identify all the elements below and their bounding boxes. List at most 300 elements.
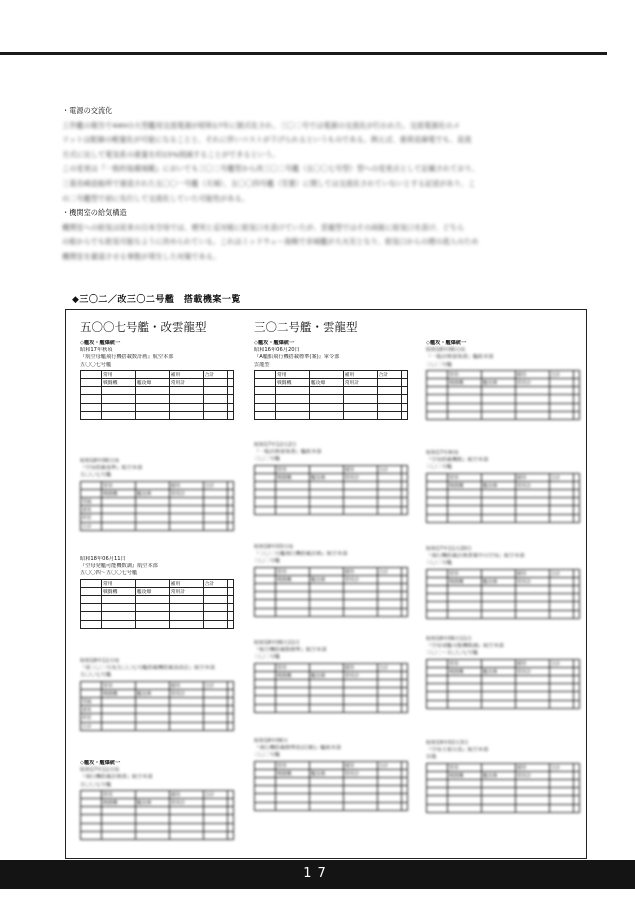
table-cell: 補用 [169,579,203,587]
table-cell [377,671,402,679]
table-cell [549,387,574,395]
table-cell [228,387,234,395]
entry-caption: 『航空機搭載数標準』航空本部 [254,647,327,654]
table-cell: 補用 [169,681,203,689]
table-cell: 合計 [203,790,228,798]
table-cell: 彩雲 [81,514,102,522]
aircraft-table [254,761,408,811]
table-cell [203,387,228,395]
table-cell [169,411,203,419]
table-cell [169,807,203,815]
table-cell [309,794,343,802]
table-cell [228,481,234,489]
table-cell [228,706,234,714]
aircraft-table [426,763,580,813]
aircraft-table [80,579,234,629]
table-cell [481,779,515,787]
table-cell [402,481,408,489]
table-cell [203,799,228,807]
table-cell [574,577,580,585]
table-cell [549,395,574,403]
table-cell [169,497,203,505]
table-cell: 常用 [276,663,310,671]
table-cell: 常用 [102,481,136,489]
table-cell: 艦攻爆 [135,689,169,697]
aircraft-table [254,567,408,617]
table-cell [135,697,169,705]
entry-block [80,556,240,629]
table-cell [203,514,228,522]
table-cell [343,794,377,802]
table-cell [377,387,402,395]
table-cell [574,796,580,804]
text-line: 機関室への給気は従来の日本空母では、煙突と反対舷に給気口を設けていたが、雲龍型ではその両舷に給気口を設け、どちら [62,222,465,232]
table-cell [574,602,580,610]
table-cell [549,700,574,708]
table-cell [276,679,310,687]
table-cell [402,592,408,600]
table-cell: 常用 [102,579,136,587]
table-cell [135,411,169,419]
table-cell [377,600,402,608]
text-line: リットは配線の軽量化が可能になることと、それに伴いコストが下げられるというものである。例えば、重荷直線電でも、直流 [62,135,472,145]
table-cell: 補用 [169,481,203,489]
table-cell [255,777,276,785]
table-cell [448,796,482,804]
table-cell [402,794,408,802]
table-cell [309,802,343,810]
table-cell [427,763,448,771]
table-cell [515,804,549,812]
table-cell: 補用 [343,370,377,378]
table-cell: 戦闘機 [276,575,310,583]
table-cell: 補用 [343,663,377,671]
table-cell [255,411,276,419]
table-cell [255,704,276,712]
table-cell [402,600,408,608]
table-cell [255,688,276,696]
table-cell [515,489,549,497]
table-cell [309,688,343,696]
entry-caption: 昭和17年11月頃 [80,767,120,774]
table-cell [343,608,377,616]
table-cell [135,706,169,714]
table-cell [228,722,234,730]
entry-block [426,546,586,619]
table-cell [81,681,102,689]
table-cell [377,481,402,489]
table-cell [135,681,169,689]
table-cell [255,786,276,794]
table-cell [481,804,515,812]
table-cell: 常用計 [515,771,549,779]
table-cell: 艦攻爆 [309,575,343,583]
table-cell [448,692,482,700]
table-cell [169,595,203,603]
table-cell [481,675,515,683]
table-cell [276,481,310,489]
table-cell: 艦攻爆 [135,799,169,807]
table-cell [255,473,276,481]
table-cell [427,667,448,675]
table-cell [343,786,377,794]
table-cell [102,604,136,612]
table-cell [377,696,402,704]
table-cell [574,763,580,771]
entry-caption: 三〇二号艦 [426,361,452,368]
table-cell [402,802,408,810]
entry-caption: 『A艦船飛行機搭載標準(案)』軍令部 [254,354,340,361]
entry-caption: 昭和19年02月3日 [426,740,469,746]
table-cell [427,514,448,522]
table-cell: 戦闘機 [102,799,136,807]
table-cell [574,514,580,522]
table-cell [228,612,234,620]
table-cell [228,379,234,387]
table-cell [448,602,482,610]
table-cell [427,610,448,618]
column-title-left: 五〇〇七号艦・改雲龍型 [80,320,207,334]
entry-caption: 三〇二〜五〇〇七号艦 [426,650,478,657]
table-cell [574,395,580,403]
table-cell [481,370,515,378]
table-cell [515,692,549,700]
table-cell [574,411,580,419]
table-cell [377,506,402,514]
table-cell [427,577,448,585]
table-cell [102,411,136,419]
table-cell [255,592,276,600]
aircraft-table [254,370,408,420]
entry-block [254,442,414,515]
table-cell [255,379,276,387]
entry-block [80,340,240,420]
table-cell [448,585,482,593]
table-cell [377,498,402,506]
table-cell [448,506,482,514]
entry-caption: 昭和18年06月頃 [426,347,466,354]
table-cell [549,788,574,796]
table-cell [427,788,448,796]
table-cell [309,761,343,769]
table-cell: 戦闘機 [102,689,136,697]
table-cell [515,610,549,618]
table-cell [481,489,515,497]
table-cell: 合計 [203,370,228,378]
table-cell [203,522,228,530]
table-cell [255,794,276,802]
table-cell [574,473,580,481]
table-cell [203,807,228,815]
table-cell: 小計 [81,522,102,530]
table-cell [481,684,515,692]
entry-caption: 昭和18年06月 [254,738,288,744]
table-cell [427,594,448,602]
table-cell: 常用 [448,569,482,577]
table-cell: 常用 [448,473,482,481]
table-cell [169,823,203,831]
table-cell: 合計 [549,370,574,378]
table-cell [402,671,408,679]
table-cell [228,587,234,595]
entry-caption: 昭和17年秋頃 [80,347,113,354]
table-cell [515,403,549,411]
table-cell [255,583,276,591]
table-cell [402,403,408,411]
table-cell [343,411,377,419]
table-cell [377,777,402,785]
entry-header: ◇艦攻・艦爆統一 [80,760,121,766]
table-cell [574,659,580,667]
table-cell [427,506,448,514]
table-cell [481,395,515,403]
table-cell [309,490,343,498]
table-cell [481,796,515,804]
entry-header: ◇艦攻・艦爆統一 [426,340,467,346]
table-cell: 補用 [343,465,377,473]
table-cell: 合計 [377,465,402,473]
table-cell: 艦攻爆 [309,379,343,387]
table-cell [549,481,574,489]
table-cell [549,514,574,522]
table-cell [228,489,234,497]
table-cell [81,595,102,603]
table-cell: 艦攻爆 [481,771,515,779]
table-cell [228,807,234,815]
table-cell [169,722,203,730]
table-cell [228,497,234,505]
table-cell [402,498,408,506]
table-cell [481,387,515,395]
column-title-mid: 三〇二号艦・雲龍型 [254,320,358,334]
table-cell [515,779,549,787]
table-cell [276,794,310,802]
table-cell [574,700,580,708]
table-cell [169,620,203,628]
table-cell [549,489,574,497]
aircraft-table [426,370,580,420]
aircraft-table [254,663,408,713]
table-cell [228,823,234,831]
table-cell [574,370,580,378]
table-cell [228,522,234,530]
table-cell [481,763,515,771]
table-cell: 戦闘機 [448,481,482,489]
table-cell [81,395,102,403]
table-cell: 常用計 [515,379,549,387]
entry-block [426,636,586,709]
table-cell: 合計 [549,763,574,771]
table-cell [135,514,169,522]
section-title: ◆三〇二／改三〇二号艦 搭載機案一覧 [72,295,241,305]
aircraft-table [426,473,580,523]
table-cell [574,387,580,395]
entry-caption: 五〇〇七号艦 [80,472,112,479]
table-cell [276,403,310,411]
table-cell: 常用計 [515,577,549,585]
table-cell [276,498,310,506]
table-cell: 戦闘機 [276,671,310,679]
text-line: の舷からでも給気可能なように改められている。これはミッドウェー海戦で赤城艦が大火災となり、給気口からの煙の流入のため [62,237,479,247]
table-cell [515,387,549,395]
table-cell [309,786,343,794]
table-cell [309,592,343,600]
table-cell: 常用計 [343,473,377,481]
table-cell [276,802,310,810]
table-cell [203,706,228,714]
table-cell [448,788,482,796]
table-cell: 常用 [448,659,482,667]
table-cell [402,663,408,671]
table-cell [309,498,343,506]
table-cell [81,831,102,839]
table-cell [549,506,574,514]
table-cell [481,610,515,618]
table-cell [81,403,102,411]
table-cell [169,815,203,823]
table-cell [135,370,169,378]
table-cell [309,395,343,403]
table-cell [135,595,169,603]
table-cell [515,585,549,593]
table-cell [481,585,515,593]
table-cell [574,779,580,787]
table-cell [574,684,580,692]
table-cell: 戦闘機 [102,379,136,387]
table-cell [343,403,377,411]
table-cell [81,790,102,798]
entry-caption: 『空母発艦可能機数調』航空本部 [426,643,504,650]
table-cell [255,465,276,473]
text-line: ・機関室の給気構造 [62,208,127,218]
table-cell [81,604,102,612]
table-cell: 合計 [377,761,402,769]
table-cell [377,704,402,712]
text-line: 工作艦の報告で44Hの大型艦用交流電源が昭和17年に制式化され、三〇二号では電源の交流化が行われた。交流電源化のメ [62,120,460,130]
table-cell [203,506,228,514]
table-cell [102,395,136,403]
table-cell [228,689,234,697]
table-cell [309,567,343,575]
table-cell [276,600,310,608]
table-cell [135,714,169,722]
table-cell [574,585,580,593]
table-cell [481,594,515,602]
table-cell [481,411,515,419]
table-cell [515,602,549,610]
table-cell [169,395,203,403]
table-cell [135,579,169,587]
table-cell: 常用計 [515,481,549,489]
table-cell [377,592,402,600]
table-cell [81,823,102,831]
text-line: の二号艦型で初に先行して交流化していた可能性がある。 [62,193,249,203]
table-cell: 艦攻爆 [309,769,343,777]
table-cell: 艦攻爆 [309,473,343,481]
table-cell [169,514,203,522]
table-cell [81,587,102,595]
entry-caption: 『飛行機搭載標準改訂(案)』艦政本部 [254,745,342,752]
table-cell [228,411,234,419]
table-cell [343,583,377,591]
table-cell [481,473,515,481]
table-cell: 合計 [549,569,574,577]
table-cell [102,506,136,514]
table-cell [427,771,448,779]
text-line: 方式に比して電気系の重量を約15%削減することができるという。 [62,149,280,159]
table-cell [169,831,203,839]
table-cell [515,700,549,708]
table-cell [228,815,234,823]
table-cell: 彩雲 [81,714,102,722]
table-cell [255,663,276,671]
table-cell [343,696,377,704]
table-cell [228,595,234,603]
table-cell [515,514,549,522]
table-cell: 補用 [343,567,377,575]
table-cell: 常用 [102,681,136,689]
table-cell [481,788,515,796]
table-cell [377,786,402,794]
table-cell [203,823,228,831]
table-cell [102,514,136,522]
table-cell [102,697,136,705]
table-cell [549,594,574,602]
page-footer [0,860,635,889]
table-cell [309,679,343,687]
table-cell [102,722,136,730]
table-cell: 常用計 [343,379,377,387]
table-cell: 常用計 [343,575,377,583]
table-cell [574,692,580,700]
table-cell [203,714,228,722]
table-cell [343,777,377,785]
entry-block [254,340,414,420]
table-cell [448,498,482,506]
table-cell [549,498,574,506]
table-cell: 補用 [515,473,549,481]
table-cell [574,506,580,514]
table-cell [574,675,580,683]
table-cell [574,667,580,675]
table-cell [81,579,102,587]
table-cell [549,684,574,692]
entry-caption: 五〇〇四〜五〇〇七号艦 [80,570,138,577]
table-cell [402,583,408,591]
entry-caption: 『航空母艦飛行機搭載数計画』航空本部 [80,354,174,361]
table-cell: 小計 [81,722,102,730]
table-cell [427,569,448,577]
table-cell [169,403,203,411]
table-cell [255,679,276,687]
table-cell [427,796,448,804]
table-cell [309,663,343,671]
entry-block [254,640,414,713]
table-cell [377,769,402,777]
table-cell [343,490,377,498]
table-cell: 常用 [102,370,136,378]
table-cell [481,700,515,708]
table-cell [276,777,310,785]
table-cell [549,379,574,387]
aircraft-table [80,790,234,840]
table-cell [203,689,228,697]
table-cell [135,387,169,395]
table-cell [427,395,448,403]
entry-header: ◇艦攻・艦爆統一 [80,340,121,346]
table-cell [574,379,580,387]
table-cell [427,379,448,387]
